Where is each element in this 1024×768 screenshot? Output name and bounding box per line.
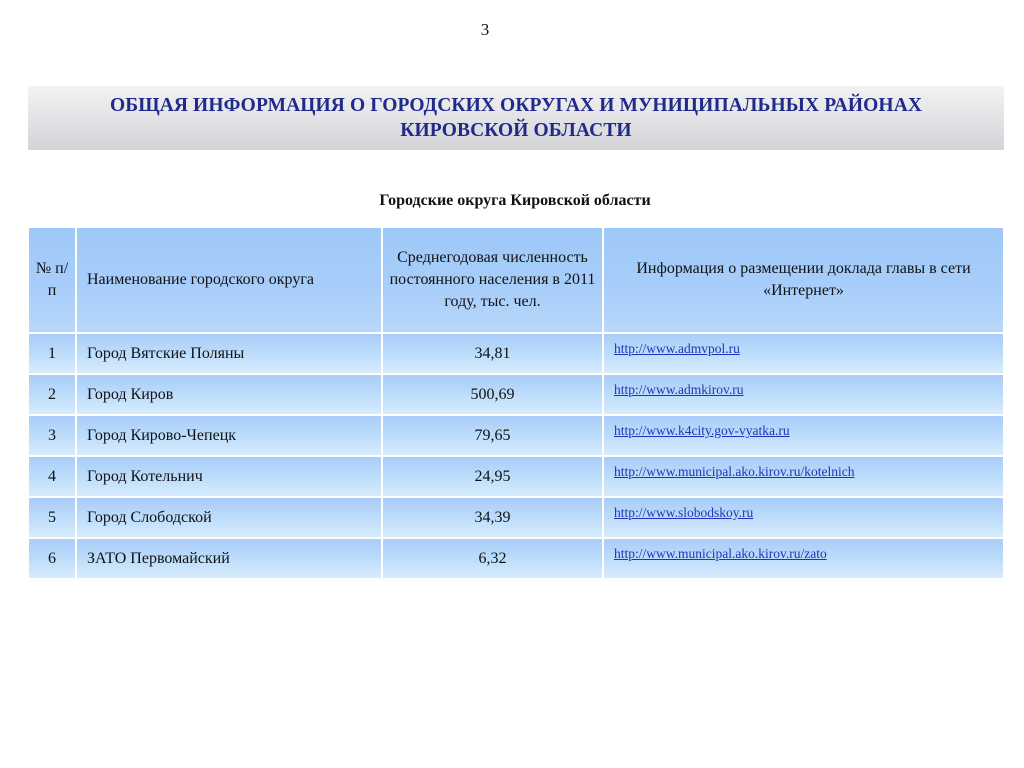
districts-table (27, 226, 1005, 580)
cell-num: 4 (28, 456, 76, 497)
header-info: Информация о размещении доклада главы в сети «Интернет» (603, 227, 1004, 333)
cell-population: 34,81 (382, 333, 603, 374)
table-row (28, 538, 1004, 579)
table-row (28, 497, 1004, 538)
report-link[interactable]: http://www.k4city.gov-vyatka.ru (614, 423, 790, 438)
cell-url (603, 415, 1004, 456)
table-row (28, 456, 1004, 497)
cell-population: 24,95 (382, 456, 603, 497)
cell-population: 34,39 (382, 497, 603, 538)
report-link[interactable]: http://www.admvpol.ru (614, 341, 740, 356)
header-name: Наименование городского округа (76, 227, 382, 333)
report-link[interactable]: http://www.municipal.ako.kirov.ru/zato (614, 546, 827, 561)
page-number: 3 (480, 20, 490, 39)
cell-name: Город Кирово-Чепецк (76, 415, 382, 456)
report-link[interactable]: http://www.admkirov.ru (614, 382, 744, 397)
table-row (28, 333, 1004, 374)
cell-url (603, 333, 1004, 374)
cell-name: Город Котельнич (76, 456, 382, 497)
cell-num: 6 (28, 538, 76, 579)
table-header-row (28, 227, 1004, 333)
cell-url (603, 538, 1004, 579)
cell-name: Город Слободской (76, 497, 382, 538)
cell-url (603, 374, 1004, 415)
cell-url (603, 497, 1004, 538)
cell-name: Город Вятские Поляны (76, 333, 382, 374)
cell-name: ЗАТО Первомайский (76, 538, 382, 579)
cell-num: 5 (28, 497, 76, 538)
report-link[interactable]: http://www.municipal.ako.kirov.ru/kotelnich (614, 464, 855, 479)
cell-num: 2 (28, 374, 76, 415)
cell-num: 1 (28, 333, 76, 374)
page-title-line-2: КИРОВСКОЙ ОБЛАСТИ (400, 120, 632, 141)
cell-population: 500,69 (382, 374, 603, 415)
cell-url (603, 456, 1004, 497)
cell-population: 79,65 (382, 415, 603, 456)
table-row (28, 415, 1004, 456)
header-num: № п/п (28, 227, 76, 333)
cell-name: Город Киров (76, 374, 382, 415)
table-caption: Городские округа Кировской области (379, 192, 651, 209)
page-title-line-1: ОБЩАЯ ИНФОРМАЦИЯ О ГОРОДСКИХ ОКРУГАХ И МУНИЦИПАЛЬНЫХ РАЙОНАХ (109, 95, 923, 116)
page-title (110, 93, 922, 143)
table-row (28, 374, 1004, 415)
title-banner (28, 86, 1004, 150)
header-population: Среднегодовая численность постоянного населения в 2011 году, тыс. чел. (382, 227, 603, 333)
report-link[interactable]: http://www.slobodskoy.ru (614, 505, 754, 520)
cell-population: 6,32 (382, 538, 603, 579)
cell-num: 3 (28, 415, 76, 456)
